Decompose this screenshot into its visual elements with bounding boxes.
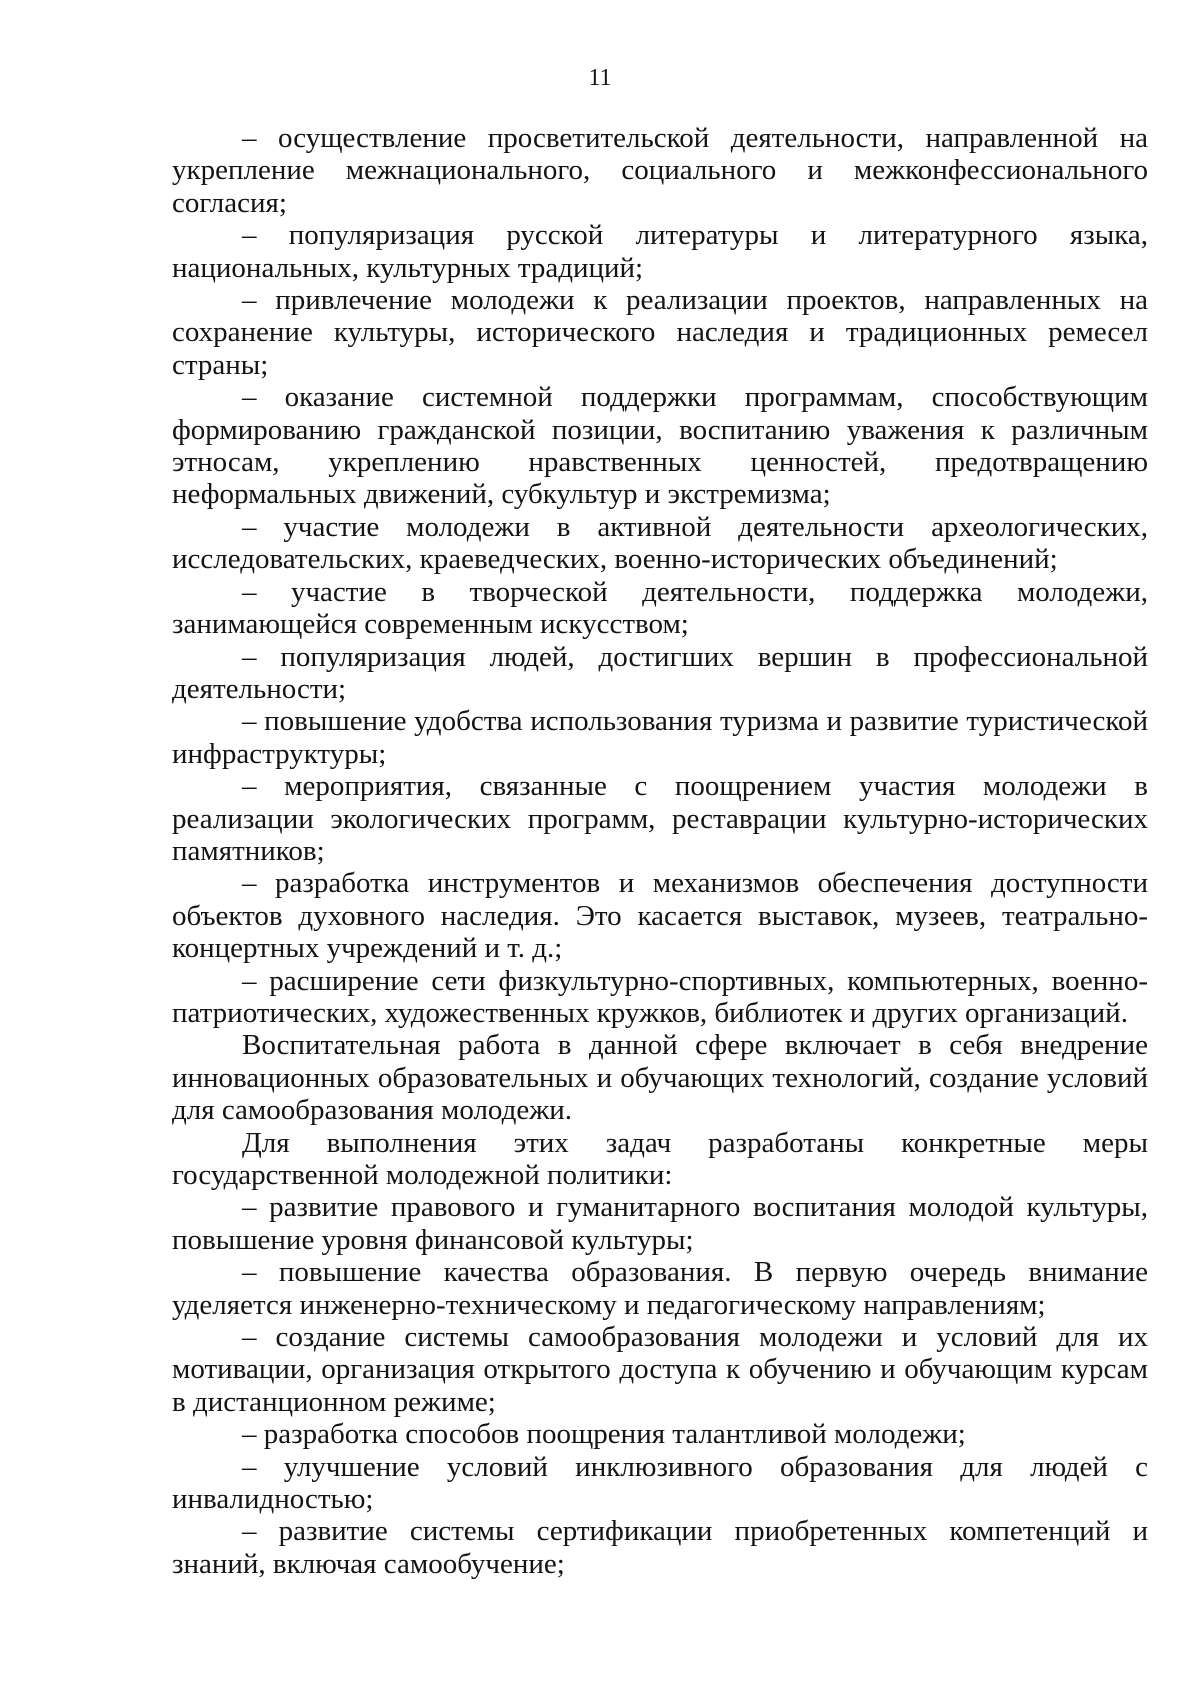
paragraph: – мероприятия, связанные с поощрением участия молодежи в реализации экологических программ, реставрации культурно-исторических памятников;: [172, 770, 1148, 867]
paragraph: – повышение качества образования. В первую очередь внимание уделяется инженерно-техническому и педагогическому направлениям;: [172, 1256, 1148, 1321]
paragraph: – привлечение молодежи к реализации проектов, направленных на сохранение культуры, исторического наследия и традиционных ремесел страны;: [172, 284, 1148, 381]
paragraph: – разработка инструментов и механизмов обеспечения доступности объектов духовного наследия. Это касается выставок, музеев, театрально-концертных учреждений и т. д.;: [172, 867, 1148, 965]
paragraph: – расширение сети физкультурно-спортивных, компьютерных, военно-патриотических, художественных кружков, библиотек и других организаций.: [172, 964, 1148, 1029]
paragraph: – осуществление просветительской деятельности, направленной на укрепление межнационального, социального и межконфессионального согласия;: [172, 122, 1148, 219]
paragraph: – развитие системы сертификации приобретенных компетенций и знаний, включая самообучение;: [172, 1515, 1148, 1580]
paragraph: – оказание системной поддержки программам, способствующим формированию гражданской позиции, воспитанию уважения к различным этносам, укреплению нравственных ценностей, предотвращению неформальных движений, субкультур и экстремизма;: [172, 381, 1148, 511]
paragraph: – участие молодежи в активной деятельности археологических, исследовательских, краеведческих, военно-исторических объединений;: [172, 510, 1148, 576]
paragraph: – популяризация русской литературы и литературного языка, национальных, культурных традиций;: [172, 219, 1148, 284]
paragraph: – участие в творческой деятельности, поддержка молодежи, занимающейся современным искусством;: [172, 575, 1148, 641]
paragraph: – разработка способов поощрения талантливой молодежи;: [242, 1418, 966, 1451]
paragraph: Для выполнения этих задач разработаны конкретные меры государственной молодежной политики:: [172, 1126, 1148, 1191]
paragraph: – повышение удобства использования туризма и развитие туристической инфраструктуры;: [172, 705, 1148, 770]
paragraph: – развитие правового и гуманитарного воспитания молодой культуры, повышение уровня финансовой культуры;: [172, 1191, 1148, 1256]
paragraph: – популяризация людей, достигших вершин в профессиональной деятельности;: [172, 640, 1148, 705]
paragraph: Воспитательная работа в данной сфере включает в себя внедрение инновационных образовательных и обучающих технологий, создание условий для самообразования молодежи.: [172, 1029, 1148, 1127]
paragraph: – создание системы самообразования молодежи и условий для их мотивации, организация открытого доступа к обучению и обучающим курсам в дистанционном режиме;: [172, 1321, 1148, 1418]
paragraph: – улучшение условий инклюзивного образования для людей с инвалидностью;: [172, 1450, 1148, 1516]
document-body: [172, 122, 1148, 1580]
page-number: 11: [588, 65, 612, 91]
